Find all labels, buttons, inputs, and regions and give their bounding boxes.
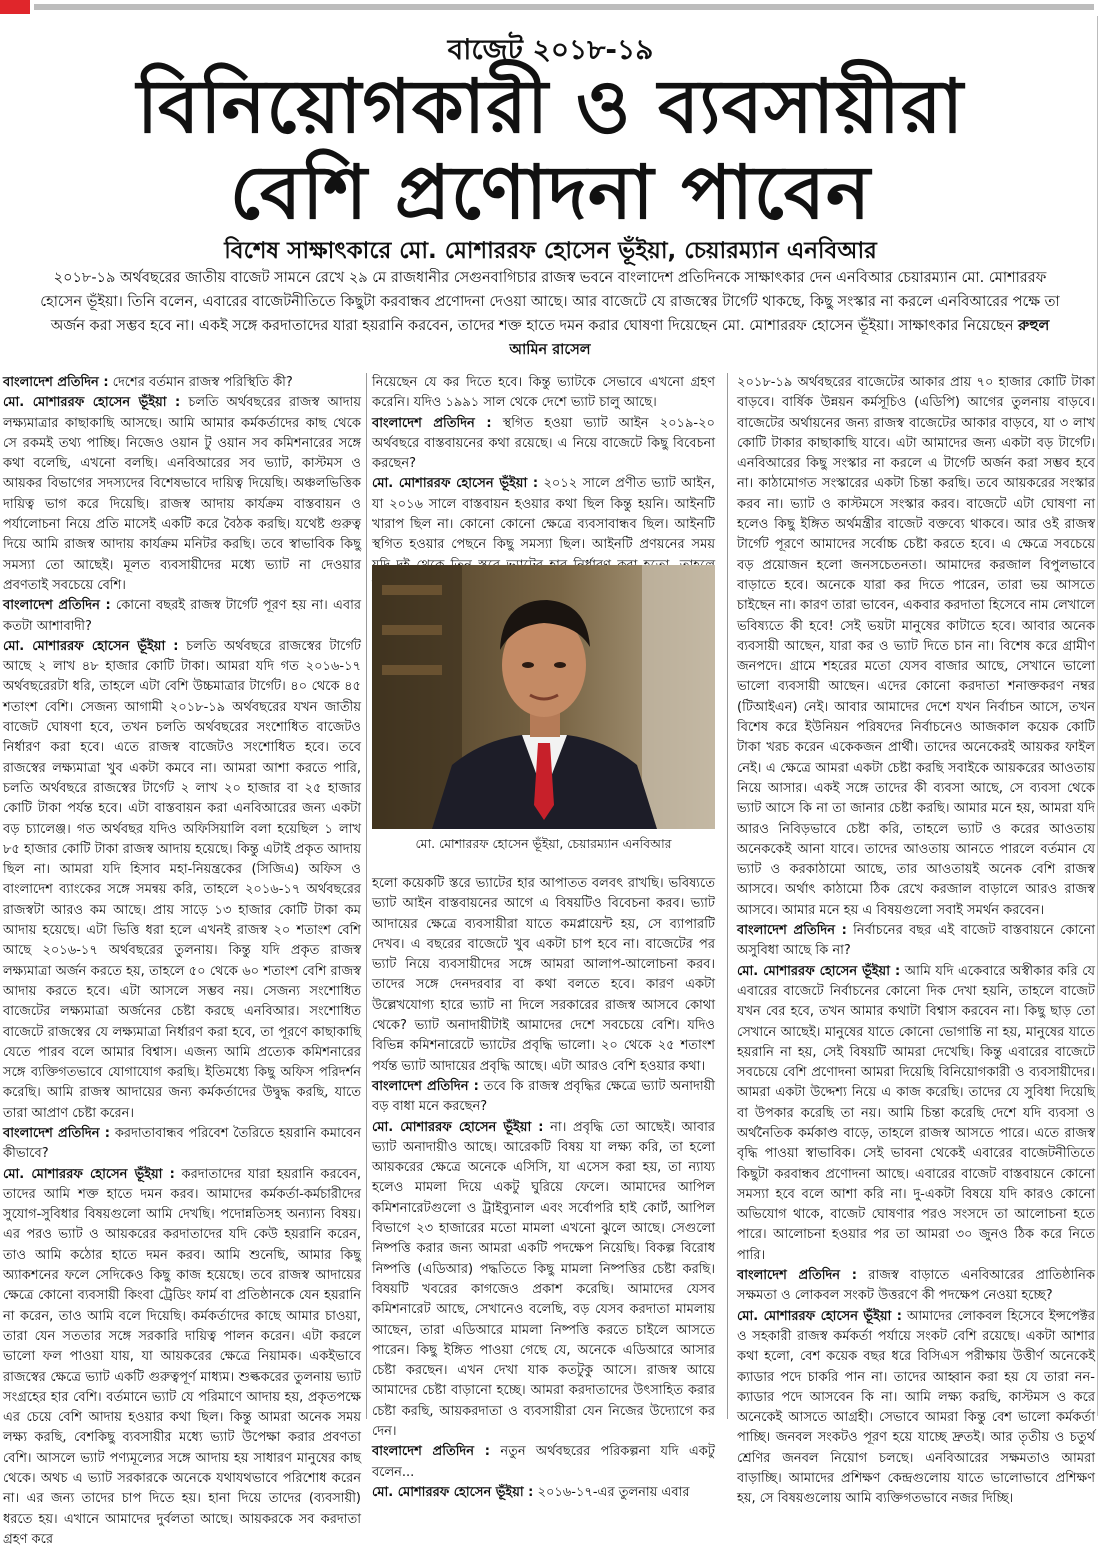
- qa-paragraph: [3, 1124, 361, 1165]
- grey-rule: [34, 4, 1094, 10]
- paragraph-text: নিয়েছেন যে কর দিতে হবে। কিন্তু ভ্যাটকে সেভাবে এখনো গ্রহণ করেনি। যদিও ১৯৯১ সাল থেকে দেশে ভ্যাট চালু আছে।: [372, 375, 715, 411]
- paragraph-text: ২০১২ সালে প্রণীত ভ্যাট আইন, যা ২০১৬ সালে বাস্তবায়ন হওয়ার কথা ছিল কিন্তু হয়নি। আইনটি খারাপ ছিল না। কোনো কোনো ক্ষেত্রে ব্যবসাবান্ধব ছিল। আইনটি স্থগিত হওয়ার পেছনে কিছু সমস্যা ছিল। আইনটি প্রণয়নের সময়: [372, 476, 716, 553]
- qa-paragraph: [3, 637, 361, 1124]
- paragraph-text: আমাদের লোকবল হিসেবে ইন্সপেক্টর ও সহকারী রাজস্ব কর্মকর্তা পর্যায়ে সংকট বেশি রয়েছে। একটা আশার কথা হলো, বেশ কয়েক বছর ধরে বিসিএস পরীক্ষায় উত্তীর্ণ অনেকেই ক্যাডার পদে চাকরি পান না। তাদের আহ্বান করা হয় যে তারা নন-ক্যাডার পদে আসবেন কি না। আমি লক্ষ্য করছি, কাস্টমস ও করে অনেকেই আসতে আগ্রহী। সেভাবে আমরা কিন্তু বেশ ভালো কর্মকর্তা পাচ্ছি। জনবল সংকটও পূরণ হয়ে যাচ্ছে দ্রুতই। আর তৃতীয় ও চতুর্থ শ্রেণির জনবল নিয়োগ চলছে। এনবিআরের সক্ষমতাও আমরা বাড়াচ্ছি। আমাদের প্রশিক্ষণ কেন্দ্রগুলোয় যাতে ভালোভাবে প্রশিক্ষণ হয়, সে বিষয়গুলোয় আমি ব্যক্তিগতভাবে নজর দিচ্ছি।: [737, 1308, 1095, 1507]
- top-color-bar: [0, 0, 1101, 14]
- paragraph-text: করদাতাদের যারা হয়রানি করবেন, তাদের আমি শক্ত হাতে দমন করব। আমাদের কর্মকর্তা-কর্মচারীদের সুযোগ-সুবিধার বিষয়গুলো আমি দেখছি। পদোন্নতিসহ অন্যান্য বিষয়। এর পরও ভ্যাট ও আয়করের করদাতাদের যদি কেউ হয়রানি করেন, তাও আমি কঠোর হাতে দমন করব। আমি শুনেছি, আমার কিছু অ্যাকশনের ফলে সেদিকেও কিছু কাজ হয়েছে। তবে রাজস্ব আদায়ের ক্ষেত্রে কোনো ব্যবসায়ী কিংবা ট্রেডিং ফার্ম বা প্রতিষ্ঠানকে যেন হয়রানি না করেন, তাও আমি বলে দিয়েছি। কর্মকর্তাদের কাছে আমার চাওয়া, তারা যেন সততার সঙ্গে সরকারি দায়িত্ব পালন করেন। এটা করলে ভালো ফল পাওয়া যায়, যা আয়করের ক্ষেত্রে নিয়ামক। একইভাবে রাজস্বের ক্ষেত্রে ভ্যাট একটি গুরুত্বপূর্ণ মাধ্যম। শুল্ককরের তুলনায় ভ্যাট সংগ্রহের হার বেশি। বর্তমানে ভ্যাট যে পরিমাণে আদায় হয়, প্রকৃতপক্ষে এর চেয়ে বেশি আদায় হওয়ার কথা ছিল। কিন্তু আমরা অনেক সময় লক্ষ্য করছি, বেশকিছু ব্যবসায়ীর মধ্যে ভ্যাট উপেক্ষা করার প্রবণতা বেশি। আসলে ভ্যাট পণ্যমূল্যের সঙ্গে আদায় হয় সাধারণ মানুষের কাছ থেকে। অথচ এ ভ্যাট সরকারকে অনেকে যথাযথভাবে পরিশোধ করেন না। এর জন্য তাদের চাপ দিতে হয়। হানা দিয়ে তাদের (ব্যবসায়ী) ধরতে হয়। এখানে আমাদের দুর্বলতা আছে। আয়করকে সব করদাতা গ্রহণ করে: [3, 1166, 361, 1547]
- qa-paragraph: [3, 393, 361, 596]
- intro-paragraph: [40, 266, 1060, 362]
- qa-paragraph: [372, 1118, 715, 1443]
- speaker-label: মো. মোশাররফ হোসেন ভূঁইয়া :: [737, 963, 901, 979]
- qa-paragraph: [372, 1442, 715, 1483]
- article-column-2-bottom: [372, 874, 716, 1500]
- speaker-label: বাংলাদেশ প্রতিদিন :: [3, 1125, 110, 1141]
- speaker-label: বাংলাদেশ প্রতিদিন :: [372, 1078, 479, 1094]
- paragraph-text: আমি যদি একেবারে অস্বীকার করি যে এবারের বাজেটে নির্বাচনের কোনো দিক দেখা হয়নি, তাহলে বাজেট যখন বের হবে, তখন আমার কথাটা বিশ্বাস করবেন না। কিছু ছাড় তো সেখানে আছেই। মানুষের যাতে কোনো ভোগান্তি না হয়, মানুষের যাতে হয়রানি না হয়, সেই বিষয়টি আমরা দেখেছি। কিন্তু এবারের বাজেটে সবচেয়ে বেশি প্রণোদনা আমরা দিয়েছি বিনিয়োগকারী ও ব্যবসায়ীদের। আমরা একটা উদ্দেশ্য নিয়ে এ কাজ করেছি। তাদের যে সুবিধা দিয়েছি বা উপকার করেছি তা নয়। আমি চিন্তা করেছি দেশে যদি ব্যবসা ও অর্থনৈতিক কর্মকাণ্ড বাড়ে, তাহলে রাজস্ব আসতে পারে। এতে রাজস্ব বৃদ্ধি পাওয়া স্বাভাবিক। সেই ভাবনা থেকেই এবারের বাজেটনীতিতে কিছুটা করবান্ধব প্রণোদনা আছে। এবারের বাজেট বাস্তবায়নে কোনো সমস্যা হবে বলে আশা করি না। দু-একটা বিষয়ে যদি কারও কোনো অভিযোগ থাকে, বাজেট ঘোষণার পরও সংসদে তা আলোচনা হতে পারে। আলোচনা হওয়ার পর তা আমরা ৩০ জুনও ঠিক করে নিতে পারি।: [737, 963, 1096, 1263]
- paragraph-text: না। প্রবৃদ্ধি তো আছেই। আবার ভ্যাট অনাদায়ীও আছে। আরেকটি বিষয় যা লক্ষ্য করি, তা হলো আয়করের ক্ষেত্রে অনেকে এসিসি, যা এসেস করা হয়, তা ন্যায্য হলেও মামলা দিয়ে একটু ঘুরিয়ে ফেলে। আমাদের আপিল কমিশনারেটগুলো ও ট্রাইব্যুনাল এবং সর্বোপরি হাই কোর্ট, আপিল বিভাগে ২৩ হাজারের মতো মামলা এখনো ঝুলে আছে। সেগুলো নিষ্পত্তি করার জন্য আমরা একটি পদক্ষেপ নিয়েছি। বিকল্প বিরোধ নিষ্পত্তি (এডিআর) পদ্ধতিতে কিছু মামলা নিষ্পত্তির চেষ্টা করছি। বিষয়টি খবরের কাগজেও প্রকাশ করেছি। আমাদের যেসব কমিশনারেট আছে, সেখানেও বলেছি, বড় যেসব করদাতা মামলায় আছেন, তারা এডিআরে মামলা নিষ্পত্তি করতে চাইলে আসতে পারেন। কিছু ইঙ্গিত পাওয়া গেছে যে, অনেকে এডিআরে আসার চেষ্টা করছেন। এখন দেখা যাক কতটুকু আসে। রাজস্ব আয়ে আমাদের চেষ্টা বাড়ানো হচ্ছে। আমরা করদাতাদের উৎসাহিত করার চেষ্টা করছি, আয়করদাতা ও ব্যবসায়ীরা যেন নিজের উদ্যোগে কর দেন।: [372, 1119, 716, 1440]
- speaker-label: মো. মোশাররফ হোসেন ভূঁইয়া :: [737, 1308, 902, 1324]
- speaker-label: বাংলাদেশ প্রতিদিন :: [372, 415, 492, 431]
- paragraph-text: কোনো বছরই রাজস্ব টার্গেট পূরণ হয় না। এবার কতটা আশাবাদী?: [3, 598, 361, 634]
- speaker-label: বাংলাদেশ প্রতিদিন :: [737, 1268, 857, 1284]
- portrait-photo: [372, 565, 715, 829]
- qa-paragraph: [372, 1483, 715, 1503]
- qa-paragraph: [737, 1307, 1095, 1510]
- paragraph-text: ২০১৬-১৭-এর তুলনায় এবার: [533, 1484, 690, 1500]
- paragraph-text: নির্বাচনের বছর এই বাজেট বাস্তবায়নে কোনো অসুবিধা আছে কি না?: [737, 923, 1095, 959]
- qa-paragraph: [3, 596, 361, 637]
- paragraph-text: চলতি অর্থবছরে রাজস্বের টার্গেট আছে ২ লাখ ৪৮ হাজার কোটি টাকা। আমরা যদি গত ২০১৬-১৭ অর্থবছরেরটা ধরি, তাহলে এটা বেশি উচ্চমাত্রার টার্গেট। ৪০ থেকে ৪৫ শতাংশ বেশি। সেজন্য আগামী ২০১৮-১৯ অর্থবছরের যখন জাতীয় বাজেট ঘোষণা হবে, তখন চলতি অর্থবছরের সংশোধিত বাজেটও নির্ধারণ করা হবে। এতে রাজস্ব বাজেটও সংশোধিত হবে। তবে রাজস্বের লক্ষ্যমাত্রা খুব একটা কমবে না। আমরা আশা করতে পারি, চলতি অর্থবছরে রাজস্বের টার্গেট ২ লাখ ২০ হাজার বা ২৫ হাজার কোটি টাকা পর্যন্ত হবে। এটা বাস্তবায়ন করা এনবিআরের জন্য একটা বড় চ্যালেঞ্জ। গত অর্থবছর যদিও অফিসিয়ালি বলা হয়েছিল ১ লাখ ৮৫ হাজার কোটি টাকা রাজস্ব আদায় হয়েছে। কিন্তু এটাই প্রকৃত আদায় ছিল না। আমরা যদি হিসাব মহা-নিয়ন্ত্রকের (সিজিএ) অফিস ও বাংলাদেশ ব্যাংকের সঙ্গে সমন্বয় করি, তাহলে ২০১৬-১৭ অর্থবছরের রাজস্বটা আরও কম আছে। প্রায় সাড়ে ১৩ হাজার কোটি টাকা কম আদায় হয়েছে। এটা ভিত্তি ধরা হলে এখনই রাজস্ব ২০ শতাংশ বেশি আছে ২০১৬-১৭ অর্থবছরের তুলনায়। কিন্তু যদি প্রকৃত রাজস্ব লক্ষ্যমাত্রা অর্জন করতে হয়, তাহলে ৫০ থেকে ৬০ শতাংশ বেশি রাজস্ব আদায় করতে হবে। এটা আসলে সম্ভব নয়। সেজন্য সংশোধিত বাজেটের লক্ষ্যমাত্রা অর্জনের চেষ্টা করছে এনবিআর। সংশোধিত বাজেটে রাজস্বের যে লক্ষ্যমাত্রা নির্ধারণ করা হবে, তা পূরণে কাছাকাছি যেতে পারব বলে আমার বিশ্বাস। এজন্য আমি প্রত্যেক কমিশনারের সঙ্গে ব্যক্তিগতভাবে যোগাযোগ করছি। ইতিমধ্যে কিছু অফিস পরিদর্শন করেছি। আমি রাজস্ব আদায়ের জন্য কর্মকর্তাদের উদ্বুদ্ধ করছি, যাতে তারা আপ্রাণ চেষ্টা করেন।: [3, 638, 361, 1121]
- qa-paragraph: [372, 414, 715, 475]
- speaker-label: মো. মোশাররফ হোসেন ভূঁইয়া :: [3, 395, 181, 411]
- red-accent-block: [0, 0, 30, 14]
- intro-text: ২০১৮-১৯ অর্থবছরের জাতীয় বাজেট সামনে রেখে ২৯ মে রাজধানীর সেগুনবাগিচার রাজস্ব ভবনে বাংলাদেশ প্রতিদিনকে সাক্ষাৎকার দেন এনবিআর চেয়ারম্যান মো. মোশাররফ হোসেন ভূঁইয়া। তিনি বলেন, এবারের বাজেটনীতিতে কিছুটা করবান্ধব প্রণোদনা দেওয়া আছে। আর বাজেটে যে রাজস্বের টার্গেট থাকছে, কিছু সংস্কার না করলে এনবিআরের পক্ষে তা অর্জন করা সম্ভব হবে না। একই সঙ্গে করদাতাদের যারা হয়রানি করবেন, তাদের শক্ত হাতে দমন করার ঘোষণা দিয়েছেন মো. মোশাররফ হোসেন ভূঁইয়া। সাক্ষাৎকার নিয়েছেন: [40, 270, 1060, 334]
- column-divider: [727, 373, 728, 1419]
- qa-paragraph: [737, 962, 1095, 1266]
- qa-paragraph: [372, 1077, 715, 1118]
- continued-paragraph: [372, 874, 715, 1077]
- speaker-label: মো. মোশাররফ হোসেন ভূঁইয়া :: [3, 1166, 175, 1182]
- reporter-name: রুহুল আমিন রাসেল: [509, 318, 1050, 358]
- paragraph-text: তবে কি রাজস্ব প্রবৃদ্ধির ক্ষেত্রে ভ্যাট অনাদায়ী বড় বাধা মনে করছেন?: [372, 1078, 715, 1115]
- article-column-2-top: [372, 373, 715, 563]
- speaker-label: মো. মোশাররফ হোসেন ভূঁইয়া :: [3, 638, 179, 654]
- article-column-1: [3, 373, 361, 1547]
- speaker-label: বাংলাদেশ প্রতিদিন :: [3, 598, 111, 614]
- column-divider: [366, 373, 367, 1419]
- qa-paragraph: [3, 1165, 361, 1550]
- paragraph-text: করদাতাবান্ধব পরিবেশ তৈরিতে হয়রানি কমাবেন কীভাবে?: [3, 1125, 361, 1162]
- speaker-label: মো. মোশাররফ হোসেন ভূঁইয়া :: [372, 1119, 544, 1135]
- speaker-label: বাংলাদেশ প্রতিদিন :: [737, 923, 847, 939]
- paragraph-text: রাজস্ব বাড়াতে এনবিআরের প্রাতিষ্ঠানিক সক্ষমতা ও লোকবল সংকট উত্তরণে কী পদক্ষেপ নেওয়া হচ্ছে?: [737, 1268, 1095, 1304]
- paragraph-text: চলতি অর্থবছরের রাজস্ব আদায় লক্ষ্যমাত্রার কাছাকাছি আসছে। আমি আমার কর্মকর্তাদের কাছ থেকে সে রকমই তথ্য পাচ্ছি। নিজেও ওয়ান টু ওয়ান সব কমিশনারের সঙ্গে কথা বলেছি, এখনো বলছি। এনবিআরের সব ভ্যাট, কাস্টমস ও আয়কর বিভাগের সদস্যদের বিশেষভাবে দায়িত্ব দিয়েছি। অঞ্চলভিত্তিক দায়িত্ব ভাগ করে দিয়েছি। রাজস্ব আদায় কার্যক্রম বাস্তবায়ন ও পর্যালোচনা নিয়ে প্রতি মাসেই একটি করে বৈঠক করছি। যথেষ্ট গুরুত্ব দিয়ে আমি রাজস্ব আদায় কার্যক্রম মনিটর করছি। তবে স্বাভাবিক কিছু সমস্যা তো আছেই। মূলত ব্যবসায়ীদের মধ্যে ভ্যাট না দেওয়ার প্রবণতাই সবচেয়ে বেশি।: [3, 395, 361, 593]
- paragraph-text: নতুন অর্থবছরের পরিকল্পনা যদি একটু বলেন...: [372, 1444, 715, 1480]
- qa-paragraph: [737, 921, 1095, 962]
- speaker-label: বাংলাদেশ প্রতিদিন :: [3, 375, 109, 390]
- paragraph-text: স্থগিত হওয়া ভ্যাট আইন ২০১৯-২০ অর্থবছরে বাস্তবায়নের কথা রয়েছে। এ নিয়ে বাজেটে কিছু বিবেচনা করছেন?: [372, 415, 715, 472]
- speaker-label: মো. মোশাররফ হোসেন ভূঁইয়া :: [372, 1484, 534, 1500]
- headline-line-1: বিনিয়োগকারী ও ব্যবসায়ীরা: [136, 64, 965, 150]
- section-kicker: বাজেট ২০১৮-১৯: [447, 33, 654, 66]
- article-column-3: [737, 373, 1096, 1507]
- qa-paragraph: [737, 1266, 1095, 1307]
- paragraph-text: ২০১৮-১৯ অর্থবছরের বাজেটের আকার প্রায় ৭০ হাজার কোটি টাকা বাড়বে। বার্ষিক উন্নয়ন কর্মসূচিও (এডিপি) আগের তুলনায় বাড়বে। বাজেটের অর্থায়নের জন্য রাজস্ব বাজেটের আকার বাড়বে, যা ৩ লাখ কোটি টাকার কাছাকাছি যাবে। এটা আমাদের জন্য একটা বড় টার্গেট। এনবিআরের কিছু সংস্কার না করলে এ টার্গেট অর্জন করা সম্ভব হবে না। কাঠামোগত সংস্কারের একটা চিন্তা করছি। তবে আয়করের সংস্কার করব না। ভ্যাট ও কাস্টমসে সংস্কার করব। বাজেটে এটা ঘোষণা না হলেও কিছু ইঙ্গিত অর্থমন্ত্রীর বাজেট বক্তব্যে থাকবে। আর ওই রাজস্ব টার্গেট পূরণে আমাদের সর্বোচ্চ চেষ্টা করতে হবে। এ ক্ষেত্রে সবচেয়ে বড় প্রয়োজন হলো জনসচেতনতা। আমাদের করজাল বিপুলভাবে বাড়াতে হবে। অনেকে যারা কর দিতে পারেন, তারা ভয় আসতে চাইছেন না। কারণ তারা ভাবেন, একবার করদাতা হিসেবে নাম লেখালে ভবিষ্যতে কী হবে! সেই ভয়টা মানুষের কাটাতে হবে। আবার অনেক ব্যবসায়ী আছেন, যারা কর ও ভ্যাট দিতে চান না। বিশেষ করে গ্রামীণ জনপদে। গ্রামে শহরের মতো যেসব বাজার আছে, সেখানে ভালো ভালো ব্যবসায়ী আছেন। এদের কোনো করদাতা শনাক্তকরণ নম্বর (টিআইএন) নেই। আবার আমাদের দেশে যখন নির্বাচন আসে, তখন বিশেষ করে ইউনিয়ন পরিষদের নির্বাচনেও আজকাল কয়েক কোটি টাকা খরচ করেন একেকজন প্রার্থী। তাদের অনেকেরই আয়কর ফাইল নেই। এ ক্ষেত্রে আমরা একটা চেষ্টা করছি সবাইকে আয়করের আওতায় নিয়ে আসার। একই সঙ্গে তাদের কী ব্যবসা আছে, সে ব্যবসা থেকে ভ্যাট আসে কি না তা জানার চেষ্টা করছি। আমার মনে হয়, আমরা যদি আরও নিবিড়ভাবে চেষ্টা করি, তাহলে ভ্যাট ও করের আওতায় অনেককেই আনা যাবে। তাদের আওতায় আনতে পারলে বর্তমান যে ভ্যাট ও করকাঠামো আছে, তার আওতায়ই অনেক বেশি রাজস্ব আসবে। অর্থাৎ কাঠামো ঠিক রেখে করজাল বাড়ালে আরও রাজস্ব আসবে। আমার মনে হয় এ বিষয়গুলো সবাই সমর্থন করবেন।: [737, 375, 1095, 918]
- qa-paragraph: [3, 373, 361, 393]
- speaker-label: বাংলাদেশ প্রতিদিন :: [372, 1444, 490, 1460]
- speaker-label: মো. মোশাররফ হোসেন ভূঁইয়া :: [372, 476, 539, 492]
- continued-paragraph: [372, 373, 715, 414]
- paragraph-text: দেশের বর্তমান রাজস্ব পরিস্থিতি কী?: [108, 375, 293, 390]
- photo-caption: মো. মোশাররফ হোসেন ভূঁইয়া, চেয়ারম্যান এনবিআর: [415, 836, 672, 851]
- continued-paragraph: [737, 373, 1095, 921]
- paragraph-text: হলো কয়েকটি স্তরে ভ্যাটের হার আপাতত বলবৎ রাখছি। ভবিষ্যতে ভ্যাট আইন বাস্তবায়নের আগে এ বিষয়টিও বিবেচনা করব। ভ্যাট আদায়ের ক্ষেত্রে ব্যবসায়ীরা যাতে কমপ্লায়েন্ট হয়, সে ব্যাপারটি দেখব। এ বছরের বাজেটে খুব একটা চাপ হবে না। বাজেটের পর ভ্যাট নিয়ে ব্যবসায়ীদের সঙ্গে আমরা আলাপ-আলোচনা করব। তাদের সঙ্গে দেনদরবার বা কথা বলতে হবে। কারণ একটা উল্লেখযোগ্য হারে ভ্যাট না দিলে সরকারের রাজস্ব আসবে কোথা থেকে? ভ্যাট অনাদায়ীটাই আমাদের দেশে সবচেয়ে বেশি। যদিও বিভিন্ন কমিশনারেটে ভ্যাটের প্রবৃদ্ধি ভালো। ২০ থেকে ২৫ শতাংশ পর্যন্ত ভ্যাট আদায়ের প্রবৃদ্ধি আছে। এটা আরও বেশি হওয়ার কথা।: [372, 876, 715, 1074]
- headline-line-2: বেশি প্রণোদনা পাবেন: [229, 150, 872, 236]
- subheadline: বিশেষ সাক্ষাৎকারে মো. মোশাররফ হোসেন ভূঁইয়া, চেয়ারম্যান এনবিআর: [224, 238, 877, 264]
